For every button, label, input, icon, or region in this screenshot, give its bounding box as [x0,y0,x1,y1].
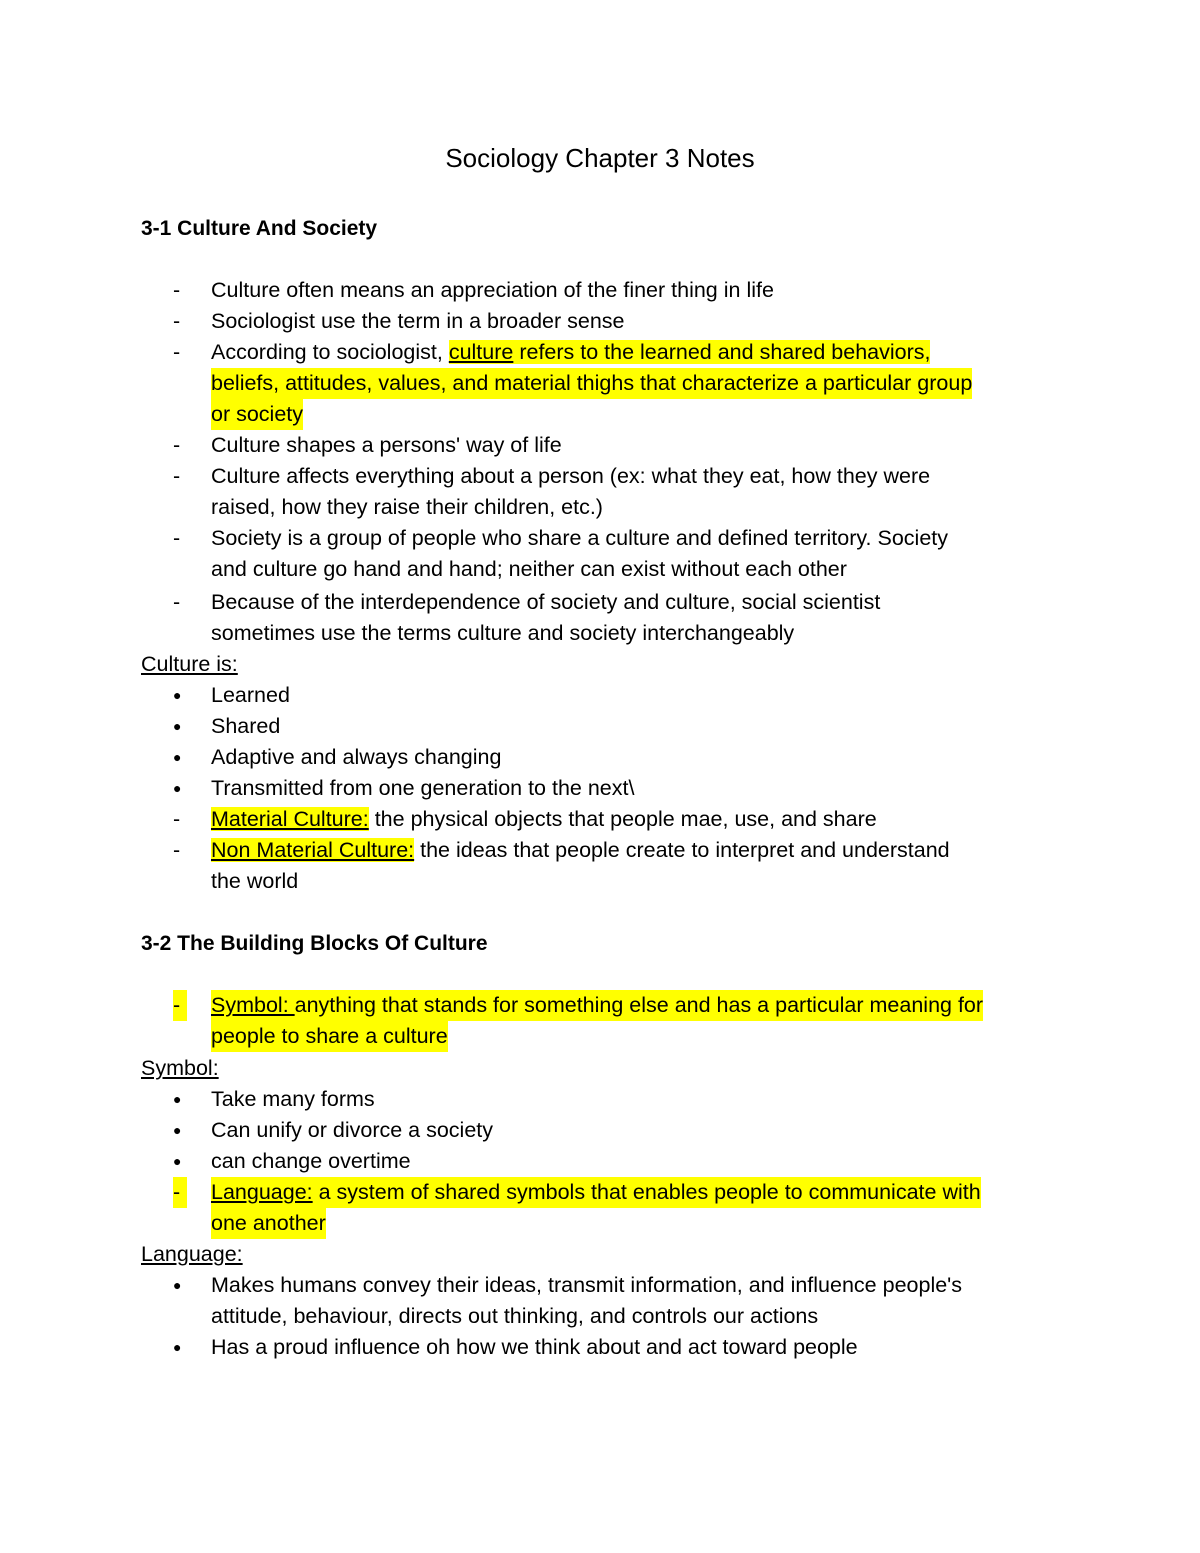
dash-marker [173,337,193,368]
dash-marker [173,1177,187,1208]
page-title: Sociology Chapter 3 Notes [445,143,755,173]
bullet-marker [173,1146,193,1178]
non-material-culture-term: Non Material Culture: [211,838,415,862]
dash-marker [173,275,193,306]
symbol-term: Symbol: [211,993,295,1017]
bullet-marker [173,680,193,712]
bullet-marker [173,711,193,743]
bullet-marker [173,1084,193,1116]
dash-marker [173,990,187,1021]
bullet-marker [173,1270,193,1302]
language-term: Language: [211,1180,313,1204]
culture-is-label: Culture is: [141,652,238,676]
document-page: Sociology Chapter 3 Notes 3-1 Culture And Society - Culture often means an appreciation of the finer thing in life - Sociologist use the term in a broader sense - According to sociologist, culture refers to the learned and shared behaviors, beliefs, attitudes, values, and material thighs that characterize a particular group or society - Culture shapes a persons' way of life - Culture affects everything about a person (ex: what they eat, how they were raised, how they raise their children, etc.) - Society is a group of people who share a culture and defined territory. Society and culture go hand and hand; neither can exist without each other - Because of the interdependence of society and culture, social scientist sometimes use the terms culture and society interchangeably Culture is: ● Learned ● Shared ● Adaptive and always changing ● Transmitted from one generation to the next\ - Material Culture: the physical objects that people mae, use, and share - Non Material Culture: the ideas that people create to interpret and understand the world 3-2 The Building Blocks Of Culture - Symbol: anything that stands for something else and has a particular meaning for people to share a culture Symbol: ● Take many forms ● Can unify or divorce a society ● can change overtime - Language: a system of shared symbols that enables people to communicate with one another Language: ● Makes humans convey their ideas, transmit information, and influence people's attitude, behaviour, directs out thinking, and controls our actions ● Has a proud influence oh how we think about and act toward people [0,0,1200,1553]
bullet-marker [173,1115,193,1147]
dash-marker [173,461,193,492]
section-heading-3-2: 3-2 The Building Blocks Of Culture [141,932,488,955]
language-label: Language: [141,1242,243,1266]
dash-marker [173,587,193,618]
bullet-marker [173,1332,193,1364]
material-culture-term: Material Culture: [211,807,369,831]
symbol-label: Symbol: [141,1056,219,1080]
bullet-marker [173,773,193,805]
section-heading-3-1: 3-1 Culture And Society [141,217,378,240]
dash-marker [173,523,193,554]
bullet-marker [173,742,193,774]
dash-marker [173,835,193,866]
dash-marker [173,306,193,337]
dash-marker [173,804,193,835]
culture-term: culture [448,340,514,364]
dash-marker [173,430,193,461]
